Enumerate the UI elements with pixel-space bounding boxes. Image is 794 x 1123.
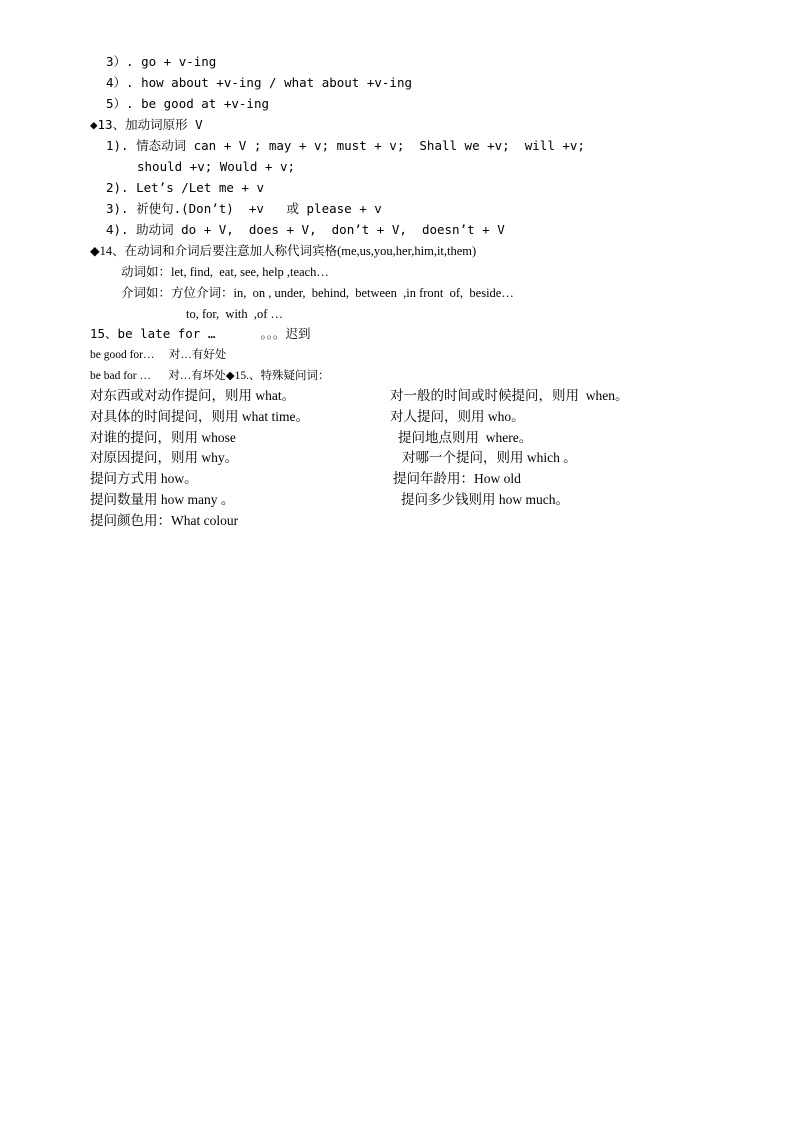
line-be-good-at: 5）. be good at +v-ing [106, 96, 270, 111]
line-auxiliary: 4). 助动词 do + V, does + V, don’t + V, doesn’t + V [106, 222, 505, 237]
qw-left-5: 提问数量用 how many 。 [90, 492, 235, 507]
qw-right-2: 提问地点则用 where。 [398, 430, 533, 445]
line-lets: 2). Let’s /Let me + v [106, 180, 265, 195]
heading-14: ◆14、在动词和介词后要注意加人称代词宾格(me,us,you,her,him,it,them) [90, 244, 477, 258]
line-modal-verbs-cont: should +v; Would + v; [137, 159, 296, 174]
qw-right-5: 提问多少钱则用 how much。 [401, 492, 569, 507]
qw-right-1: 对人提问，则用 who。 [390, 409, 525, 424]
line-be-late-for: 15、be late for … 。。。迟到 [90, 326, 311, 341]
qw-left-0: 对东西或对动作提问，则用 what。 [90, 388, 296, 403]
line-prep-examples-cont: to, for, with ,of … [186, 307, 284, 321]
line-how-about: 4）. how about +v-ing / what about +v-ing [106, 75, 412, 90]
qw-left-4: 提问方式用 how。 [90, 471, 198, 486]
line-go-ving: 3）. go + v-ing [106, 54, 217, 69]
heading-13: ◆13、加动词原形 V [90, 117, 203, 132]
qw-left-6: 提问颜色用：What colour [90, 513, 239, 528]
qw-right-0: 对一般的时间或时候提问，则用 when。 [390, 388, 629, 403]
qw-left-2: 对谁的提问，则用 whose [90, 430, 236, 445]
qw-left-3: 对原因提问，则用 why。 [90, 450, 239, 465]
line-be-bad-for: be bad for … 对…有坏处◆15.、特殊疑问词： [90, 370, 330, 382]
qw-right-3: 对哪一个提问，则用 which 。 [402, 450, 577, 465]
line-prep-examples: 介词如：方位介词：in, on , under, behind, between ,in front of, beside… [121, 286, 514, 300]
line-imperative: 3). 祈使句.(Don’t) +v 或 please + v [106, 201, 382, 216]
line-be-good-for: be good for… 对…有好处 [90, 349, 227, 361]
qw-right-4: 提问年龄用：How old [393, 471, 521, 486]
qw-left-1: 对具体的时间提问，则用 what time。 [90, 409, 309, 424]
line-verb-examples: 动词如：let, find, eat, see, help ,teach… [121, 265, 329, 279]
line-modal-verbs: 1). 情态动词 can + V ; may + v; must + v; Shall we +v; will +v; [106, 138, 585, 153]
